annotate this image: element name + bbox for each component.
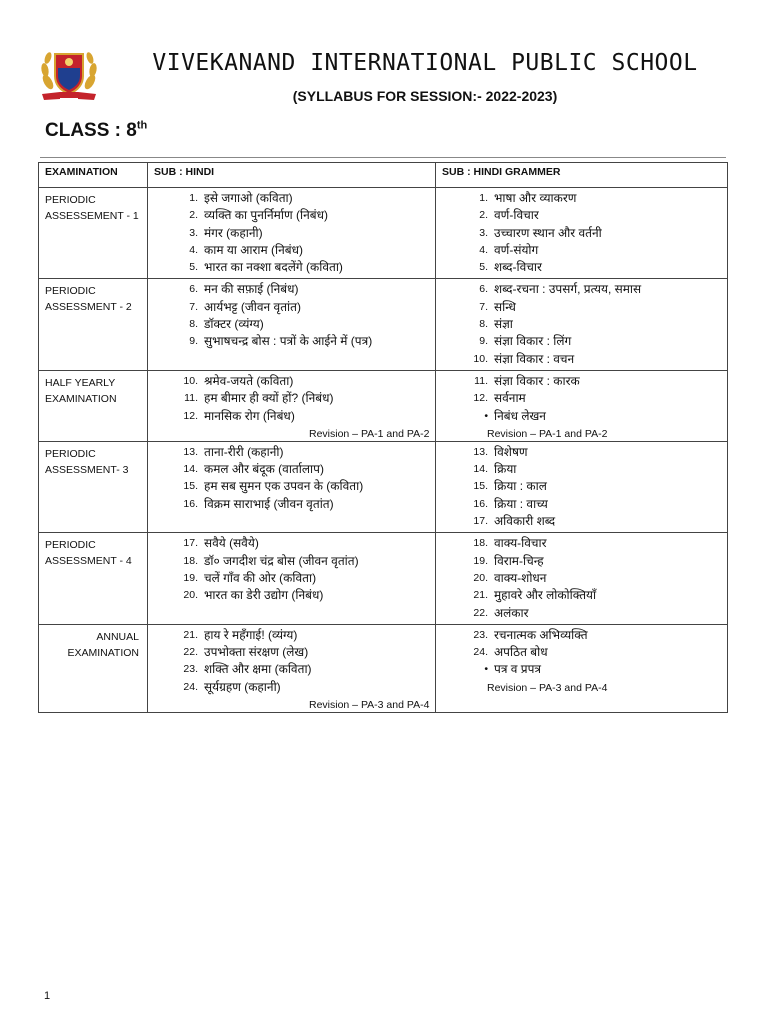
revision-note: Revision – PA-3 and PA-4 (487, 681, 608, 694)
item-text: श्रमेव-जयते (कविता) (204, 373, 294, 388)
item-number: 4. (189, 243, 198, 256)
item-number: 5. (189, 261, 198, 274)
item-number: 19. (473, 554, 488, 567)
item-text: भारत का नक्शा बदलेंगे (कविता) (204, 260, 343, 275)
item-number: 2. (189, 209, 198, 222)
revision-note: Revision – PA-1 and PA-2 (309, 427, 430, 440)
bullet-marker: • (484, 663, 488, 676)
list-item (148, 679, 435, 696)
item-text: हाय रे महँगाई! (व्यंग्य) (204, 627, 298, 642)
list-item (436, 535, 727, 552)
bullet-marker: • (484, 409, 488, 422)
topic-list (148, 188, 435, 278)
item-text: क्रिया (494, 462, 517, 477)
item-text: मंगर (कहानी) (204, 225, 263, 240)
item-text: डॉक्टर (व्यंग्य) (204, 317, 264, 332)
item-text: हम सब सुमन एक उपवन के (कविता) (204, 479, 364, 494)
item-number: 18. (473, 537, 488, 550)
list-item (436, 390, 727, 407)
list-item (148, 373, 435, 390)
item-number: 20. (473, 571, 488, 584)
item-number: 13. (473, 445, 488, 458)
list-item (148, 587, 435, 604)
item-text: आर्यभट्ट (जीवन वृतांत) (204, 299, 301, 314)
hindi-cell (148, 370, 436, 441)
session-subtitle: (SYLLABUS FOR SESSION:- 2022-2023) (292, 88, 558, 104)
list-item (436, 644, 727, 661)
list-item (148, 299, 435, 316)
hindi-cell (148, 441, 436, 532)
item-number: 16. (183, 497, 198, 510)
exam-label-line: ASSESSMENT - 4 (45, 555, 132, 568)
item-text: मुहावरे और लोकोक्तियाँ (494, 588, 597, 603)
list-item (148, 627, 435, 644)
item-number: 12. (183, 409, 198, 422)
list-item (148, 316, 435, 333)
school-logo (38, 42, 100, 104)
list-item (148, 207, 435, 224)
list-item (436, 190, 727, 207)
item-text: उपभोक्ता संरक्षण (लेख) (204, 645, 309, 660)
table-header-row (39, 163, 728, 188)
grammar-cell (436, 624, 728, 712)
item-text: वाक्य-विचार (494, 536, 547, 551)
item-number: 7. (479, 300, 488, 313)
header-hindi-grammar: SUB : HINDI GRAMMER (436, 163, 728, 188)
item-number: 5. (479, 261, 488, 274)
table-row (39, 279, 728, 370)
item-text: पत्र व प्रपत्र (494, 662, 542, 677)
topic-list (436, 625, 727, 681)
exam-label-line: EXAMINATION (67, 646, 139, 659)
item-text: मानसिक रोग (निबंध) (204, 408, 295, 423)
list-item (436, 587, 727, 604)
table-row (39, 624, 728, 712)
item-text: अपठित बोध (494, 645, 548, 660)
exam-cell (39, 441, 148, 532)
item-number: 15. (473, 480, 488, 493)
list-item (436, 259, 727, 276)
hindi-cell (148, 188, 436, 279)
list-item (436, 661, 727, 678)
list-item (436, 281, 727, 298)
item-number: 12. (473, 392, 488, 405)
item-number: 6. (189, 283, 198, 296)
list-item (436, 242, 727, 259)
item-text: संज्ञा विकार : लिंग (494, 334, 572, 349)
item-number: 22. (473, 606, 488, 619)
item-number: 8. (479, 318, 488, 331)
header-hindi: SUB : HINDI (148, 163, 436, 188)
class-label: CLASS : 8 (45, 120, 137, 141)
school-name: VIVEKANAND INTERNATIONAL PUBLIC SCHOOL (152, 50, 698, 76)
grammar-cell (436, 279, 728, 370)
item-number: 20. (183, 589, 198, 602)
exam-label-line: PERIODIC (45, 194, 96, 206)
item-text: हम बीमार ही क्यों हों? (निबंध) (204, 391, 334, 406)
exam-label-line: ASSESSMENT- 3 (45, 463, 129, 476)
list-item (148, 281, 435, 298)
item-text: कमल और बंदूक (वार्तालाप) (204, 462, 324, 477)
hindi-cell (148, 533, 436, 624)
item-number: 18. (183, 554, 198, 567)
item-text: वाक्य-शोधन (494, 570, 547, 585)
topic-list (148, 533, 435, 606)
item-text: उच्चारण स्थान और वर्तनी (494, 225, 602, 240)
exam-cell (39, 533, 148, 624)
class-title (45, 120, 147, 142)
list-item (148, 644, 435, 661)
item-text: सर्वनाम (494, 391, 526, 406)
list-item (436, 316, 727, 333)
exam-label-line: ASSESSEMENT - 1 (45, 210, 139, 222)
item-number: 3. (189, 226, 198, 239)
exam-cell (39, 188, 148, 279)
item-number: 14. (473, 463, 488, 476)
topic-list (436, 371, 727, 427)
item-number: 16. (473, 497, 488, 510)
topic-list (436, 442, 727, 532)
grammar-cell (436, 370, 728, 441)
list-item (148, 408, 435, 425)
exam-cell (39, 279, 148, 370)
item-text: संज्ञा (494, 317, 513, 332)
item-text: व्यक्ति का पुनर्निर्माण (निबंध) (204, 208, 328, 223)
item-number: 1. (189, 192, 198, 204)
list-item (436, 478, 727, 495)
item-text: चलें गाँव की ओर (कविता) (204, 570, 317, 585)
exam-cell (39, 624, 148, 712)
list-item (436, 461, 727, 478)
item-number: 10. (473, 352, 488, 365)
item-number: 11. (474, 374, 488, 387)
list-item (148, 496, 435, 513)
list-item (436, 207, 727, 224)
grammar-cell (436, 533, 728, 624)
table-row (39, 188, 728, 279)
exam-label-line: EXAMINATION (45, 392, 117, 405)
list-item (436, 351, 727, 368)
item-text: संज्ञा विकार : वचन (494, 351, 575, 366)
header-divider (40, 157, 726, 158)
item-text: शक्ति और क्षमा (कविता) (204, 662, 312, 677)
list-item (148, 461, 435, 478)
list-item (148, 390, 435, 407)
item-text: अविकारी शब्द (494, 514, 556, 529)
item-text: शब्द-विचार (494, 260, 542, 275)
list-item (148, 535, 435, 552)
grammar-cell (436, 441, 728, 532)
item-text: वर्ण-संयोग (494, 242, 539, 257)
item-number: 9. (479, 335, 488, 348)
list-item (148, 570, 435, 587)
table-row (39, 441, 728, 532)
list-item (436, 373, 727, 390)
list-item (148, 242, 435, 259)
item-number: 9. (189, 335, 198, 348)
item-number: 22. (183, 646, 198, 659)
item-text: क्रिया : काल (494, 479, 547, 494)
item-number: 19. (183, 571, 198, 584)
item-text: रचनात्मक अभिव्यक्ति (494, 627, 588, 642)
item-text: विशेषण (494, 444, 528, 459)
item-text: शब्द-रचना : उपसर्ग, प्रत्यय, समास (494, 282, 642, 297)
item-text: भारत का डेरी उद्योग (निबंध) (204, 588, 324, 603)
item-text: सूर्यग्रहण (कहानी) (204, 679, 281, 694)
list-item (436, 225, 727, 242)
item-number: 17. (473, 515, 488, 528)
hindi-cell (148, 279, 436, 370)
exam-label-line: ANNUAL (96, 630, 139, 643)
exam-label-line: PERIODIC (45, 539, 96, 552)
item-number: 13. (183, 445, 198, 458)
topic-list (148, 371, 435, 427)
item-number: 1. (479, 192, 488, 204)
item-number: 24. (183, 680, 198, 693)
item-text: सुभाषचन्द्र बोस : पत्रों के आईने में (पत्र) (204, 334, 373, 349)
topic-list (148, 279, 435, 352)
class-suffix: th (136, 119, 148, 132)
list-item (148, 478, 435, 495)
item-number: 2. (479, 209, 488, 222)
item-number: 17. (183, 537, 198, 550)
exam-label-line: PERIODIC (45, 285, 96, 298)
list-item (436, 408, 727, 425)
topic-list (148, 442, 435, 515)
item-text: निबंध लेखन (494, 408, 546, 423)
list-item (436, 496, 727, 513)
item-number: 11. (184, 392, 198, 405)
item-number: 23. (473, 628, 488, 641)
list-item (436, 553, 727, 570)
topic-list (436, 188, 727, 278)
item-text: भाषा और व्याकरण (494, 191, 577, 205)
item-number: 21. (183, 628, 198, 641)
item-number: 3. (479, 226, 488, 239)
list-item (436, 513, 727, 530)
item-number: 24. (473, 646, 488, 659)
item-number: 14. (183, 463, 198, 476)
table-row (39, 370, 728, 441)
topic-list (436, 279, 727, 369)
item-number: 7. (189, 300, 198, 313)
item-text: संज्ञा विकार : कारक (494, 373, 580, 388)
item-text: मन की सफ़ाई (निबंध) (204, 282, 299, 297)
list-item (148, 444, 435, 461)
item-text: क्रिया : वाच्य (494, 496, 548, 511)
item-text: वर्ण-विचार (494, 208, 539, 223)
item-text: इसे जगाओ (कविता) (204, 191, 293, 205)
grammar-cell (436, 188, 728, 279)
list-item (436, 570, 727, 587)
topic-list (436, 533, 727, 623)
table-row (39, 533, 728, 624)
item-text: विराम-चिन्ह (494, 553, 544, 568)
item-text: सन्धि (494, 299, 516, 314)
item-text: डॉ० जगदीश चंद्र बोस (जीवन वृतांत) (204, 553, 359, 568)
item-number: 8. (189, 318, 198, 331)
item-number: 21. (473, 589, 488, 602)
list-item (436, 627, 727, 644)
exam-label-line: HALF YEARLY (45, 376, 116, 389)
list-item (148, 661, 435, 678)
revision-note: Revision – PA-1 and PA-2 (487, 427, 608, 440)
list-item (148, 553, 435, 570)
exam-cell (39, 370, 148, 441)
item-number: 6. (479, 283, 488, 296)
item-text: सवैये (सवैये) (204, 536, 259, 551)
list-item (148, 225, 435, 242)
item-number: 4. (479, 243, 488, 256)
list-item (436, 605, 727, 622)
page-number: 1 (44, 990, 51, 1002)
list-item (436, 444, 727, 461)
item-text: अलंकार (494, 605, 529, 620)
list-item (148, 333, 435, 350)
item-text: विक्रम साराभाई (जीवन वृतांत) (204, 496, 334, 511)
item-text: ताना-रीरी (कहानी) (204, 444, 284, 459)
item-number: 15. (183, 480, 198, 493)
list-item (148, 259, 435, 276)
header-examination: EXAMINATION (39, 163, 148, 188)
item-text: काम या आराम (निबंध) (204, 242, 304, 257)
item-number: 10. (183, 374, 198, 387)
list-item (436, 299, 727, 316)
exam-label-line: PERIODIC (45, 447, 96, 460)
list-item (436, 333, 727, 350)
hindi-cell (148, 624, 436, 712)
topic-list (148, 625, 435, 698)
list-item (148, 190, 435, 207)
revision-note: Revision – PA-3 and PA-4 (309, 699, 430, 712)
exam-label-line: ASSESSMENT - 2 (45, 301, 132, 314)
item-number: 23. (183, 663, 198, 676)
syllabus-table (38, 162, 728, 713)
